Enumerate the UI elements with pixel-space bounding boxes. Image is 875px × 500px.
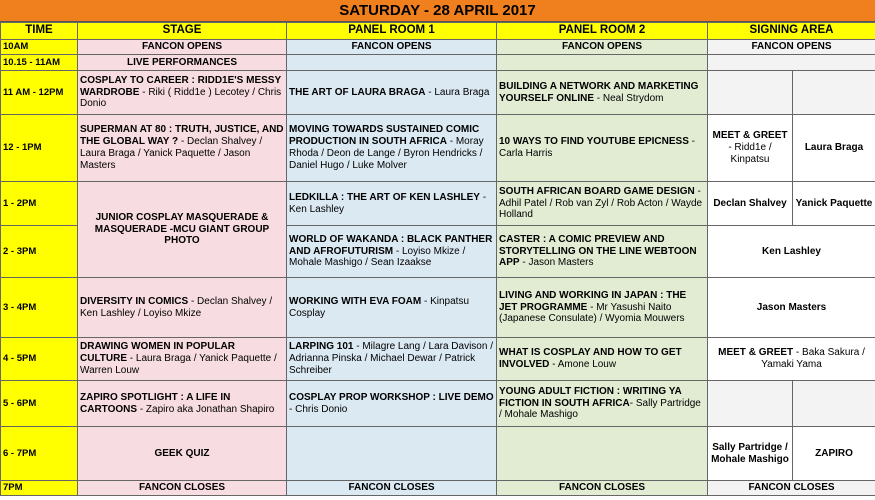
- panel2-session: LIVING AND WORKING IN JAPAN : THE JET PROGRAMME - Mr Yasushi Naito (Japanese Consulate) / Wyomia Mouwers: [497, 278, 708, 338]
- stage-session: GEEK QUIZ: [78, 427, 287, 481]
- panel2-session: CASTER : A COMIC PREVIEW AND STORYTELLING ON THE LINE WEBTOON APP - Jason Masters: [497, 226, 708, 278]
- schedule-row: [1, 338, 875, 381]
- schedule-row: [1, 278, 875, 338]
- panel1-empty: [287, 55, 497, 71]
- panel1-session: THE ART OF LAURA BRAGA - Laura Braga: [287, 71, 497, 115]
- time-cell: 6 - 7PM: [1, 427, 78, 481]
- signing-session: Sally Partridge / Mohale Mashigo: [708, 427, 793, 481]
- stage-session: DIVERSITY IN COMICS - Declan Shalvey / Ken Lashley / Loyiso Mkize: [78, 278, 287, 338]
- time-cell: 4 - 5PM: [1, 338, 78, 381]
- stage-session: COSPLAY TO CAREER : RIDD1E'S MESSY WARDROBE - Riki ( Ridd1e ) Lecotey / Chris Donio: [78, 71, 287, 115]
- header-stage: STAGE: [78, 23, 287, 40]
- signing-session: Yanick Paquette: [793, 182, 875, 226]
- panel2-session: 10 WAYS TO FIND YOUTUBE EPICNESS - Carla Harris: [497, 115, 708, 182]
- stage-session: DRAWING WOMEN IN POPULAR CULTURE - Laura Braga / Yanick Paquette / Warren Louw: [78, 338, 287, 381]
- time-cell: 3 - 4PM: [1, 278, 78, 338]
- panel2-empty: [497, 55, 708, 71]
- header-panel-room-1: PANEL ROOM 1: [287, 23, 497, 40]
- schedule-row: [1, 71, 875, 115]
- signing-session: Laura Braga: [793, 115, 875, 182]
- panel2-opens: FANCON OPENS: [497, 40, 708, 55]
- panel1-session: LEDKILLA : THE ART OF KEN LASHLEY - Ken Lashley: [287, 182, 497, 226]
- signing-empty: [793, 71, 875, 115]
- panel1-session: COSPLAY PROP WORKSHOP : LIVE DEMO - Chris Donio: [287, 381, 497, 427]
- schedule-row: [1, 55, 875, 71]
- header-time: TIME: [1, 23, 78, 40]
- time-cell: 10.15 - 11AM: [1, 55, 78, 71]
- time-cell: 12 - 1PM: [1, 115, 78, 182]
- signing-session: Jason Masters: [708, 278, 875, 338]
- panel2-session: WHAT IS COSPLAY AND HOW TO GET INVOLVED - Amone Louw: [497, 338, 708, 381]
- panel1-empty: [287, 427, 497, 481]
- signing-empty: [708, 381, 793, 427]
- signing-session: Declan Shalvey: [708, 182, 793, 226]
- panel1-session: MOVING TOWARDS SUSTAINED COMIC PRODUCTION IN SOUTH AFRICA - Moray Rhoda / Deon de Lange / Byron Hendricks / Daniel Hugo / Luke Molver: [287, 115, 497, 182]
- panel2-session: YOUNG ADULT FICTION : WRITING YA FICTION IN SOUTH AFRICA- Sally Partridge / Mohale Mashigo: [497, 381, 708, 427]
- time-cell: 10AM: [1, 40, 78, 55]
- signing-session: MEET & GREET - Baka Sakura / Yamaki Yama: [708, 338, 875, 381]
- stage-closes: FANCON CLOSES: [78, 481, 287, 496]
- header-signing-area: SIGNING AREA: [708, 23, 875, 40]
- header-panel-room-2: PANEL ROOM 2: [497, 23, 708, 40]
- panel1-session: LARPING 101 - Milagre Lang / Lara Davison / Adrianna Pinska / Michael Dewar / Patrick Schreiber: [287, 338, 497, 381]
- stage-session: JUNIOR COSPLAY MASQUERADE & MASQUERADE -MCU GIANT GROUP PHOTO: [78, 182, 287, 278]
- signing-empty: [708, 55, 875, 71]
- stage-live-performances: LIVE PERFORMANCES: [78, 55, 287, 71]
- signing-session: Ken Lashley: [708, 226, 875, 278]
- stage-opens: FANCON OPENS: [78, 40, 287, 55]
- schedule-row: [1, 427, 875, 481]
- schedule-title: SATURDAY - 28 APRIL 2017: [0, 0, 875, 22]
- signing-empty: [793, 381, 875, 427]
- panel2-empty: [497, 427, 708, 481]
- schedule-table: [0, 22, 875, 496]
- signing-session: MEET & GREET - Ridd1e / Kinpatsu: [708, 115, 793, 182]
- stage-session: SUPERMAN AT 80 : TRUTH, JUSTICE, AND THE GLOBAL WAY ? - Declan Shalvey / Laura Braga / Yanick Paquette / Jason Masters: [78, 115, 287, 182]
- panel2-session: SOUTH AFRICAN BOARD GAME DESIGN - Adhil Patel / Rob van Zyl / Rob Acton / Wayde Holland: [497, 182, 708, 226]
- time-cell: 2 - 3PM: [1, 226, 78, 278]
- signing-empty: [708, 71, 793, 115]
- panel1-closes: FANCON CLOSES: [287, 481, 497, 496]
- schedule-row: [1, 481, 875, 496]
- panel2-session: BUILDING A NETWORK AND MARKETING YOURSELF ONLINE - Neal Strydom: [497, 71, 708, 115]
- time-cell: 7PM: [1, 481, 78, 496]
- header-row: [1, 23, 875, 40]
- time-cell: 1 - 2PM: [1, 182, 78, 226]
- stage-session: ZAPIRO SPOTLIGHT : A LIFE IN CARTOONS - Zapiro aka Jonathan Shapiro: [78, 381, 287, 427]
- schedule-row: [1, 182, 875, 226]
- schedule-row: [1, 115, 875, 182]
- time-cell: 11 AM - 12PM: [1, 71, 78, 115]
- signing-session: ZAPIRO: [793, 427, 875, 481]
- signing-opens: FANCON OPENS: [708, 40, 875, 55]
- panel1-session: WORLD OF WAKANDA : BLACK PANTHER AND AFROFUTURISM - Loyiso Mkize / Mohale Mashigo / Sean Izaakse: [287, 226, 497, 278]
- time-cell: 5 - 6PM: [1, 381, 78, 427]
- schedule-row: [1, 40, 875, 55]
- panel1-opens: FANCON OPENS: [287, 40, 497, 55]
- schedule-row: [1, 381, 875, 427]
- panel2-closes: FANCON CLOSES: [497, 481, 708, 496]
- signing-closes: FANCON CLOSES: [708, 481, 875, 496]
- panel1-session: WORKING WITH EVA FOAM - Kinpatsu Cosplay: [287, 278, 497, 338]
